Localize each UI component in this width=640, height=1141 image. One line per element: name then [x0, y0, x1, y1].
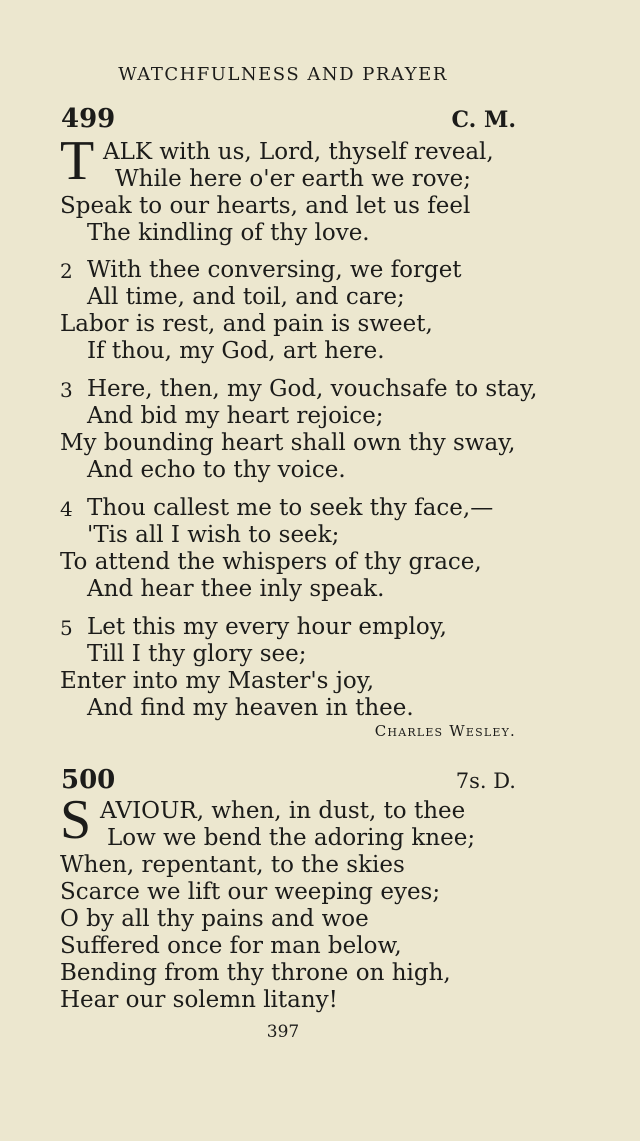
- verse-line: And bid my heart rejoice;: [87, 403, 384, 429]
- verse-line: Bending from thy throne on high,: [60, 960, 451, 986]
- verse-line: Thou callest me to seek thy face,—: [87, 495, 494, 521]
- verse-line: Scarce we lift our weeping eyes;: [60, 879, 441, 905]
- verse-line: If thou, my God, art here.: [87, 338, 385, 364]
- stanza-number: 3: [60, 378, 73, 402]
- verse-line: ALK with us, Lord, thyself reveal,: [103, 139, 494, 165]
- verse-line: 'Tis all I wish to seek;: [87, 522, 340, 548]
- verse-line: The kindling of thy love.: [87, 220, 370, 246]
- running-head: WATCHFULNESS AND PRAYER: [118, 64, 448, 85]
- verse-line: Here, then, my God, vouchsafe to stay,: [87, 376, 538, 402]
- stanza-number: 4: [60, 497, 73, 521]
- verse-line: Low we bend the adoring knee;: [107, 825, 476, 851]
- verse-line: When, repentant, to the skies: [60, 852, 405, 878]
- verse-line: All time, and toil, and care;: [87, 284, 405, 310]
- drop-cap: T: [60, 130, 95, 192]
- hymn-number: 500: [61, 765, 116, 795]
- verse-line: AVIOUR, when, in dust, to thee: [100, 798, 466, 824]
- verse-line: My bounding heart shall own thy sway,: [60, 430, 516, 456]
- hymn-number: 499: [61, 104, 116, 134]
- drop-cap: S: [60, 789, 92, 851]
- page-number: 397: [266, 1022, 300, 1042]
- verse-line: While here o'er earth we rove;: [115, 166, 472, 192]
- verse-line: And find my heaven in thee.: [87, 695, 414, 721]
- verse-line: Till I thy glory see;: [87, 641, 307, 667]
- verse-line: Hear our solemn litany!: [60, 987, 338, 1013]
- verse-line: Let this my every hour employ,: [87, 614, 447, 640]
- verse-line: With thee conversing, we forget: [87, 257, 462, 283]
- stanza-number: 5: [60, 616, 73, 640]
- verse-line: To attend the whispers of thy grace,: [60, 549, 482, 575]
- verse-line: O by all thy pains and woe: [60, 906, 369, 932]
- hymn-500-header: [61, 765, 516, 795]
- verse-line: Enter into my Master's joy,: [60, 668, 375, 694]
- hymn-meter: 7s. D.: [455, 769, 516, 793]
- verse-line: And hear thee inly speak.: [87, 576, 385, 602]
- hymn-499-header: [61, 104, 516, 134]
- verse-line: Speak to our hearts, and let us feel: [60, 193, 471, 219]
- stanza-number: 2: [60, 259, 73, 283]
- hymn-meter: C. M.: [451, 107, 516, 133]
- verse-line: Suffered once for man below,: [60, 933, 402, 959]
- verse-line: Labor is rest, and pain is sweet,: [60, 311, 433, 337]
- author-attribution: Charles Wesley.: [374, 722, 516, 740]
- verse-line: And echo to thy voice.: [87, 457, 346, 483]
